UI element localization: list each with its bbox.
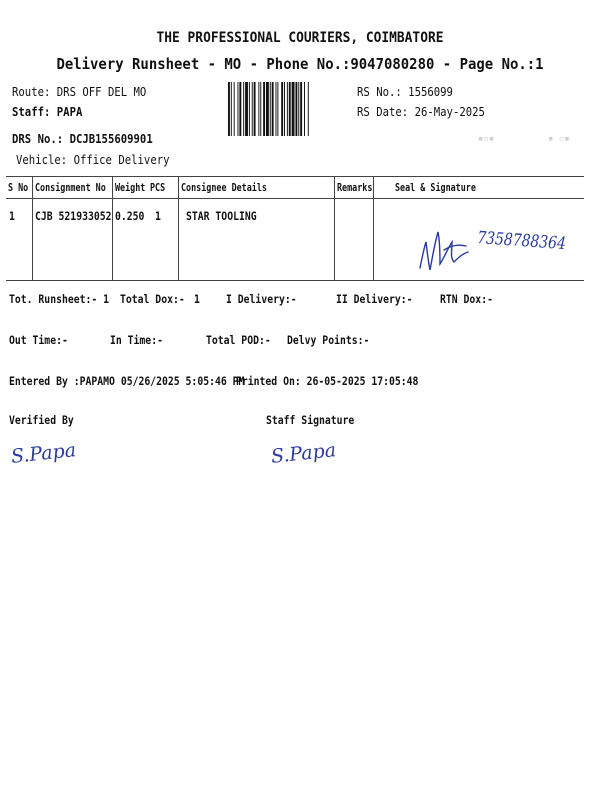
column-divider bbox=[373, 176, 374, 280]
scan-artifact: ▪ ▫▪ bbox=[548, 134, 570, 144]
barcode-bar bbox=[276, 82, 277, 136]
company-title: THE PROFESSIONAL COURIERS, COIMBATORE bbox=[156, 30, 444, 46]
out-time: Out Time:- bbox=[9, 333, 68, 347]
row-consignment: CJB 521933052 bbox=[35, 209, 112, 223]
column-header-signature: Seal & Signature bbox=[395, 182, 476, 194]
row-sno: 1 bbox=[9, 209, 15, 223]
column-header-remarks: Remarks bbox=[337, 182, 373, 194]
tot-runsheet: Tot. Runsheet:- 1 bbox=[9, 292, 110, 306]
delvy-points: Delvy Points:- bbox=[287, 333, 370, 347]
receiver-signature-image bbox=[414, 220, 484, 280]
barcode-bar bbox=[252, 82, 253, 136]
barcode-bar bbox=[260, 82, 261, 136]
column-header-consignee: Consignee Details bbox=[181, 182, 267, 194]
total-dox-label: Total Dox:- bbox=[120, 292, 185, 306]
column-divider bbox=[32, 176, 33, 280]
barcode-bar bbox=[231, 82, 232, 136]
column-header-weight: Weight bbox=[115, 182, 146, 194]
barcode-bar bbox=[254, 82, 256, 136]
barcode-bar bbox=[243, 82, 244, 136]
barcode-bar bbox=[308, 82, 309, 136]
barcode-bar bbox=[287, 82, 288, 136]
rtn-dox: RTN Dox:- bbox=[440, 292, 493, 306]
barcode-bar bbox=[300, 82, 302, 136]
barcode-bar bbox=[270, 82, 271, 136]
rs-date: RS Date: 26-May-2025 bbox=[357, 104, 485, 119]
row-consignee: STAR TOOLING bbox=[186, 209, 257, 223]
total-dox-value: 1 bbox=[194, 292, 200, 306]
runsheet-subtitle: Delivery Runsheet - MO - Phone No.:9047080280 - Page No.:1 bbox=[56, 55, 544, 73]
column-header-pcs: PCS bbox=[150, 182, 166, 194]
total-pod: Total POD:- bbox=[206, 333, 271, 347]
drs-number: DRS No.: DCJB155609901 bbox=[12, 131, 153, 146]
table-header-border bbox=[6, 198, 584, 199]
barcode-bar bbox=[239, 82, 241, 136]
barcode-bar bbox=[238, 82, 239, 136]
barcode-bar bbox=[284, 82, 285, 136]
route-label: Route: DRS OFF DEL MO bbox=[12, 84, 147, 99]
receiver-phone-handwritten: 7358788364 bbox=[476, 228, 567, 255]
staff-signature-label: Staff Signature bbox=[266, 413, 355, 427]
barcode-bar bbox=[266, 82, 269, 136]
barcode-bar bbox=[292, 82, 295, 136]
barcode-bar bbox=[272, 82, 274, 136]
table-bottom-border bbox=[6, 280, 584, 281]
barcode-bar bbox=[277, 82, 278, 136]
column-header-sno: S No bbox=[8, 182, 29, 194]
ii-delivery: II Delivery:- bbox=[336, 292, 413, 306]
barcode-bar bbox=[281, 82, 283, 136]
scan-artifact: ▪▫▪ bbox=[478, 134, 495, 144]
column-header-consignment: Consignment No bbox=[35, 182, 106, 194]
staff-signature-sign: S.Papa bbox=[270, 439, 338, 468]
barcode-bar bbox=[263, 82, 265, 136]
staff-label: Staff: PAPA bbox=[12, 104, 83, 119]
table-top-border bbox=[6, 176, 584, 177]
row-weight: 0.250 bbox=[115, 209, 145, 223]
barcode-bar bbox=[249, 82, 250, 136]
i-delivery: I Delivery:- bbox=[226, 292, 297, 306]
barcode-bar bbox=[245, 82, 248, 136]
verified-by-label: Verified By bbox=[9, 413, 74, 427]
printed-on: Printed On: 26-05-2025 17:05:48 bbox=[236, 374, 419, 388]
in-time: In Time:- bbox=[110, 333, 163, 347]
vehicle-label: Vehicle: Office Delivery bbox=[16, 152, 170, 167]
barcode-bar bbox=[234, 82, 235, 136]
barcode-bar bbox=[228, 82, 230, 136]
column-divider bbox=[178, 176, 179, 280]
column-divider bbox=[334, 176, 335, 280]
column-divider bbox=[112, 176, 113, 280]
barcode-bar bbox=[298, 82, 299, 136]
row-pcs: 1 bbox=[155, 209, 161, 223]
barcode-bar bbox=[258, 82, 259, 136]
verified-by-signature: S.Papa bbox=[10, 439, 78, 468]
barcode-bar bbox=[304, 82, 305, 136]
barcode-bar bbox=[295, 82, 297, 136]
barcode-image bbox=[227, 82, 351, 136]
barcode-bar bbox=[289, 82, 291, 136]
entered-by: Entered By :PAPAMO 05/26/2025 5:05:46 PM bbox=[9, 374, 245, 388]
rs-number: RS No.: 1556099 bbox=[357, 84, 453, 99]
